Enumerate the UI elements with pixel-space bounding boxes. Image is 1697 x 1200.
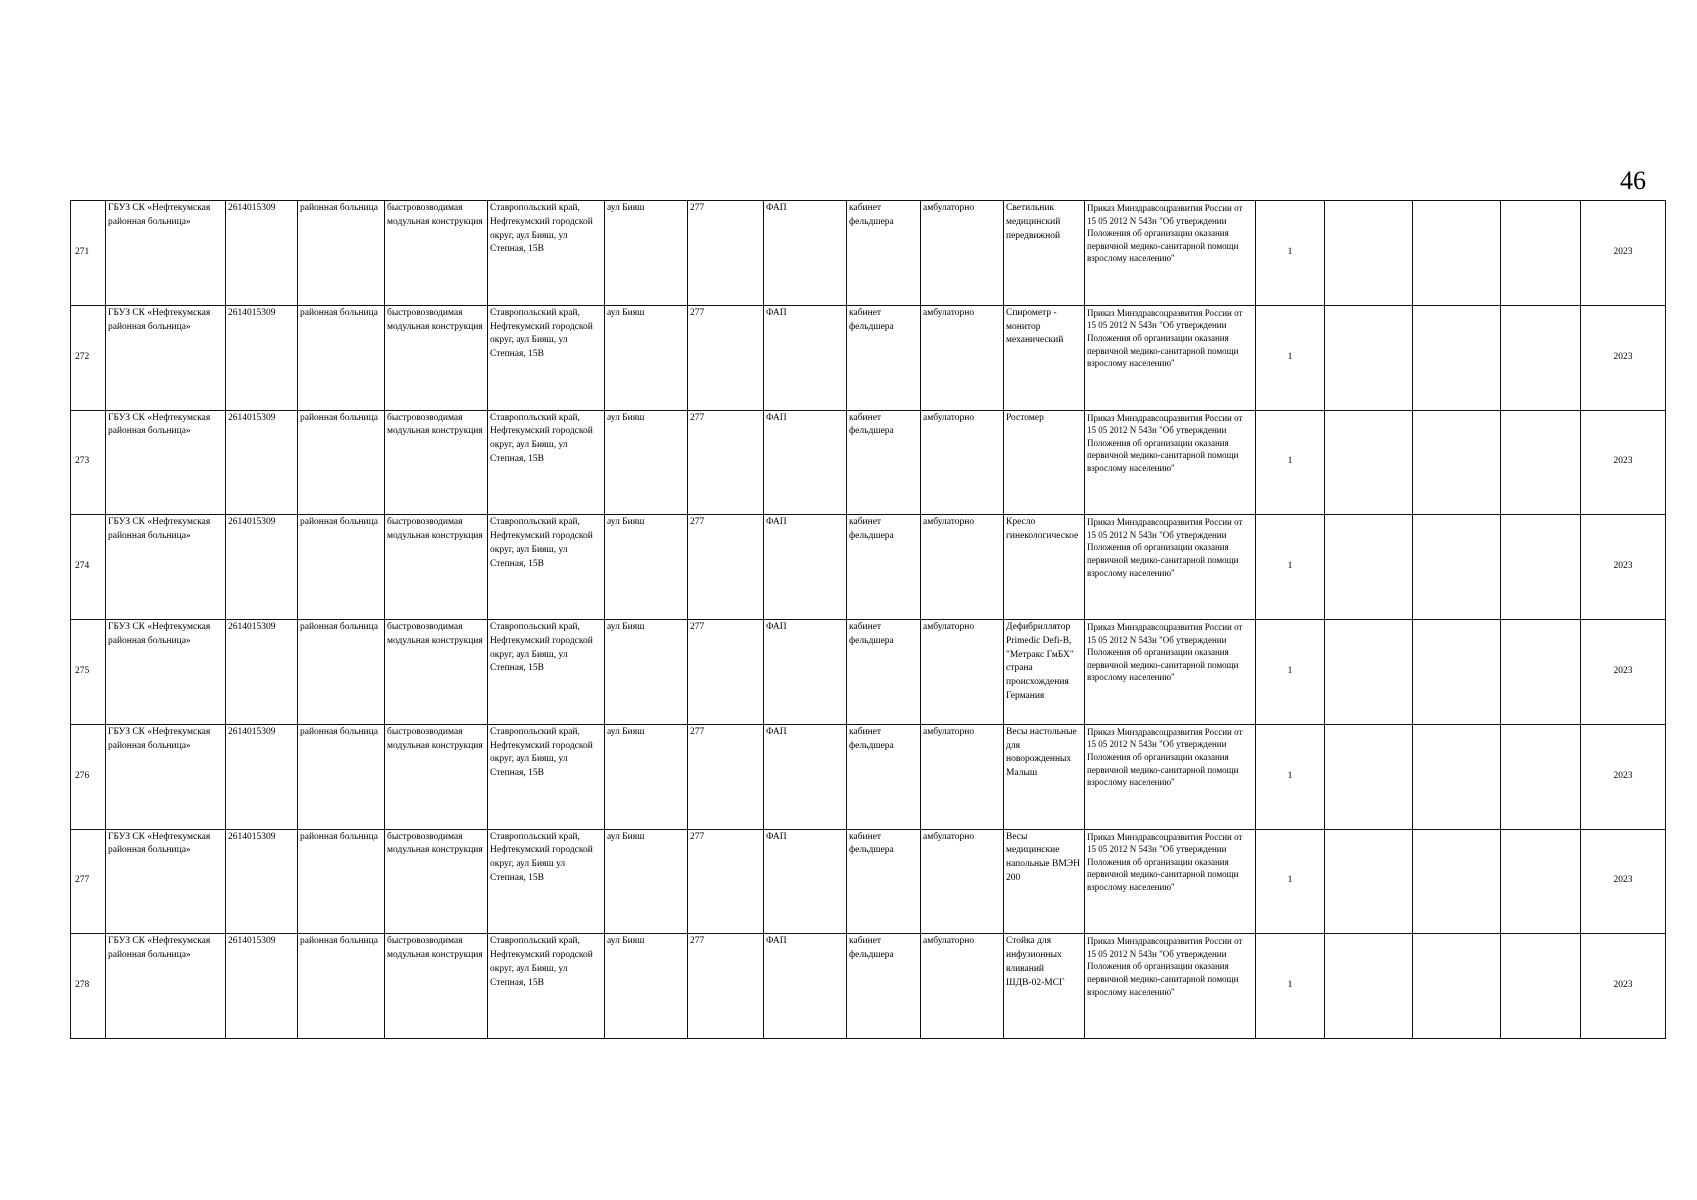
room-cell: кабинет фельдшера — [847, 305, 921, 410]
organization-cell: ГБУЗ СК «Нефтекумская районная больница» — [106, 515, 226, 620]
building-type-cell: быстровозводимая модульная конструкция — [385, 410, 488, 515]
organization-cell: ГБУЗ СК «Нефтекумская районная больница» — [106, 305, 226, 410]
table-row — [71, 305, 1666, 410]
building-type-cell: быстровозводимая модульная конструкция — [385, 724, 488, 829]
empty-cell-15 — [1413, 620, 1501, 725]
population-cell: 277 — [688, 724, 764, 829]
table-row — [71, 620, 1666, 725]
equipment-table — [70, 200, 1666, 1039]
year-cell: 2023 — [1581, 620, 1666, 725]
room-cell: кабинет фельдшера — [847, 934, 921, 1039]
building-type-cell: быстровозводимая модульная конструкция — [385, 201, 488, 306]
table-row — [71, 201, 1666, 306]
equipment-cell: Весы медицинские напольные ВМЭН 200 — [1004, 829, 1085, 934]
year-cell: 2023 — [1581, 829, 1666, 934]
empty-cell-15 — [1413, 201, 1501, 306]
inn-cell: 2614015309 — [226, 724, 298, 829]
organization-cell: ГБУЗ СК «Нефтекумская районная больница» — [106, 410, 226, 515]
empty-cell-14 — [1325, 201, 1413, 306]
settlement-cell: аул Бияш — [605, 620, 688, 725]
address-cell: Ставропольский край, Нефтекумский городской округ, аул Бияш, ул Степная, 15В — [488, 305, 605, 410]
unit-cell: ФАП — [764, 515, 847, 620]
empty-cell-14 — [1325, 934, 1413, 1039]
year-cell: 2023 — [1581, 515, 1666, 620]
quantity-cell: 1 — [1256, 829, 1325, 934]
org-type-cell: районная больница — [298, 515, 385, 620]
org-type-cell: районная больница — [298, 829, 385, 934]
address-cell: Ставропольский край, Нефтекумский городской округ, аул Бияш, ул Степная, 15В — [488, 410, 605, 515]
care-form-cell: амбулаторно — [921, 829, 1004, 934]
empty-cell-16 — [1501, 201, 1581, 306]
year-cell: 2023 — [1581, 305, 1666, 410]
legal-basis-cell: Приказ Минздравсоцразвития России от 15 05 2012 N 543н "Об утверждении Положения об организации оказания первичной медико-санитарной помощи взрослому населению" — [1085, 724, 1256, 829]
population-cell: 277 — [688, 305, 764, 410]
address-cell: Ставропольский край, Нефтекумский городской округ, аул Бияш, ул Степная, 15В — [488, 724, 605, 829]
empty-cell-15 — [1413, 724, 1501, 829]
page-number: 46 — [1620, 166, 1646, 195]
year-cell: 2023 — [1581, 201, 1666, 306]
year-cell: 2023 — [1581, 724, 1666, 829]
year-cell: 2023 — [1581, 934, 1666, 1039]
org-type-cell: районная больница — [298, 620, 385, 725]
room-cell: кабинет фельдшера — [847, 515, 921, 620]
equipment-cell: Ростомер — [1004, 410, 1085, 515]
equipment-cell: Стойка для инфузионных вливаний ШДВ-02-МСГ — [1004, 934, 1085, 1039]
unit-cell: ФАП — [764, 620, 847, 725]
org-type-cell: районная больница — [298, 934, 385, 1039]
building-type-cell: быстровозводимая модульная конструкция — [385, 515, 488, 620]
care-form-cell: амбулаторно — [921, 305, 1004, 410]
empty-cell-16 — [1501, 515, 1581, 620]
legal-basis-cell: Приказ Минздравсоцразвития России от 15 05 2012 N 543н "Об утверждении Положения об организации оказания первичной медико-санитарной помощи взрослому населению" — [1085, 934, 1256, 1039]
population-cell: 277 — [688, 620, 764, 725]
settlement-cell: аул Бияш — [605, 829, 688, 934]
empty-cell-15 — [1413, 829, 1501, 934]
legal-basis-cell: Приказ Минздравсоцразвития России от 15 05 2012 N 543н "Об утверждении Положения об организации оказания первичной медико-санитарной помощи взрослому населению" — [1085, 201, 1256, 306]
legal-basis-cell: Приказ Минздравсоцразвития России от 15 05 2012 N 543н "Об утверждении Положения об организации оказания первичной медико-санитарной помощи взрослому населению" — [1085, 515, 1256, 620]
inn-cell: 2614015309 — [226, 934, 298, 1039]
equipment-cell: Кресло гинекологическое — [1004, 515, 1085, 620]
table-row — [71, 410, 1666, 515]
empty-cell-14 — [1325, 305, 1413, 410]
unit-cell: ФАП — [764, 410, 847, 515]
address-cell: Ставропольский край, Нефтекумский городской округ, аул Бияш, ул Степная, 15В — [488, 934, 605, 1039]
care-form-cell: амбулаторно — [921, 934, 1004, 1039]
organization-cell: ГБУЗ СК «Нефтекумская районная больница» — [106, 934, 226, 1039]
building-type-cell: быстровозводимая модульная конструкция — [385, 934, 488, 1039]
address-cell: Ставропольский край, Нефтекумский городской округ, аул Бияш, ул Степная, 15В — [488, 201, 605, 306]
row-number: 275 — [71, 620, 106, 725]
empty-cell-14 — [1325, 620, 1413, 725]
year-cell: 2023 — [1581, 410, 1666, 515]
empty-cell-15 — [1413, 515, 1501, 620]
table-row — [71, 829, 1666, 934]
quantity-cell: 1 — [1256, 620, 1325, 725]
unit-cell: ФАП — [764, 934, 847, 1039]
care-form-cell: амбулаторно — [921, 410, 1004, 515]
empty-cell-14 — [1325, 829, 1413, 934]
settlement-cell: аул Бияш — [605, 410, 688, 515]
address-cell: Ставропольский край, Нефтекумский городской округ, аул Бияш, ул Степная, 15В — [488, 515, 605, 620]
table-row — [71, 724, 1666, 829]
organization-cell: ГБУЗ СК «Нефтекумская районная больница» — [106, 829, 226, 934]
row-number: 278 — [71, 934, 106, 1039]
care-form-cell: амбулаторно — [921, 724, 1004, 829]
quantity-cell: 1 — [1256, 305, 1325, 410]
org-type-cell: районная больница — [298, 305, 385, 410]
address-cell: Ставропольский край, Нефтекумский городской округ, аул Бияш ул Степная, 15В — [488, 829, 605, 934]
empty-cell-15 — [1413, 410, 1501, 515]
inn-cell: 2614015309 — [226, 305, 298, 410]
org-type-cell: районная больница — [298, 201, 385, 306]
row-number: 276 — [71, 724, 106, 829]
care-form-cell: амбулаторно — [921, 620, 1004, 725]
population-cell: 277 — [688, 515, 764, 620]
address-cell: Ставропольский край, Нефтекумский городской округ, аул Бияш, ул Степная, 15В — [488, 620, 605, 725]
population-cell: 277 — [688, 934, 764, 1039]
legal-basis-cell: Приказ Минздравсоцразвития России от 15 05 2012 N 543н "Об утверждении Положения об организации оказания первичной медико-санитарной помощи взрослому населению" — [1085, 829, 1256, 934]
room-cell: кабинет фельдшера — [847, 620, 921, 725]
row-number: 273 — [71, 410, 106, 515]
room-cell: кабинет фельдшера — [847, 201, 921, 306]
empty-cell-14 — [1325, 724, 1413, 829]
table-body — [71, 201, 1666, 1039]
settlement-cell: аул Бияш — [605, 724, 688, 829]
legal-basis-cell: Приказ Минздравсоцразвития России от 15 05 2012 N 543н "Об утверждении Положения об организации оказания первичной медико-санитарной помощи взрослому населению" — [1085, 305, 1256, 410]
org-type-cell: районная больница — [298, 724, 385, 829]
equipment-cell: Светильник медицинский передвижной — [1004, 201, 1085, 306]
quantity-cell: 1 — [1256, 201, 1325, 306]
empty-cell-16 — [1501, 305, 1581, 410]
room-cell: кабинет фельдшера — [847, 410, 921, 515]
empty-cell-16 — [1501, 724, 1581, 829]
room-cell: кабинет фельдшера — [847, 829, 921, 934]
empty-cell-14 — [1325, 515, 1413, 620]
row-number: 272 — [71, 305, 106, 410]
room-cell: кабинет фельдшера — [847, 724, 921, 829]
inn-cell: 2614015309 — [226, 515, 298, 620]
org-type-cell: районная больница — [298, 410, 385, 515]
organization-cell: ГБУЗ СК «Нефтекумская районная больница» — [106, 201, 226, 306]
care-form-cell: амбулаторно — [921, 515, 1004, 620]
inn-cell: 2614015309 — [226, 829, 298, 934]
inn-cell: 2614015309 — [226, 410, 298, 515]
care-form-cell: амбулаторно — [921, 201, 1004, 306]
row-number: 274 — [71, 515, 106, 620]
empty-cell-14 — [1325, 410, 1413, 515]
equipment-cell: Весы настольные для новорожденных Малыш — [1004, 724, 1085, 829]
population-cell: 277 — [688, 201, 764, 306]
legal-basis-cell: Приказ Минздравсоцразвития России от 15 05 2012 N 543н "Об утверждении Положения об организации оказания первичной медико-санитарной помощи взрослому населению" — [1085, 410, 1256, 515]
organization-cell: ГБУЗ СК «Нефтекумская районная больница» — [106, 620, 226, 725]
settlement-cell: аул Бияш — [605, 305, 688, 410]
quantity-cell: 1 — [1256, 515, 1325, 620]
empty-cell-16 — [1501, 410, 1581, 515]
row-number: 277 — [71, 829, 106, 934]
population-cell: 277 — [688, 410, 764, 515]
table-row — [71, 934, 1666, 1039]
building-type-cell: быстровозводимая модульная конструкция — [385, 620, 488, 725]
legal-basis-cell: Приказ Минздравсоцразвития России от 15 05 2012 N 543н "Об утверждении Положения об организации оказания первичной медико-санитарной помощи взрослому населению" — [1085, 620, 1256, 725]
population-cell: 277 — [688, 829, 764, 934]
building-type-cell: быстровозводимая модульная конструкция — [385, 829, 488, 934]
empty-cell-15 — [1413, 305, 1501, 410]
quantity-cell: 1 — [1256, 410, 1325, 515]
row-number: 271 — [71, 201, 106, 306]
empty-cell-16 — [1501, 934, 1581, 1039]
organization-cell: ГБУЗ СК «Нефтекумская районная больница» — [106, 724, 226, 829]
settlement-cell: аул Бияш — [605, 934, 688, 1039]
equipment-cell: Спирометр - монитор механический — [1004, 305, 1085, 410]
inn-cell: 2614015309 — [226, 201, 298, 306]
unit-cell: ФАП — [764, 724, 847, 829]
building-type-cell: быстровозводимая модульная конструкция — [385, 305, 488, 410]
empty-cell-15 — [1413, 934, 1501, 1039]
unit-cell: ФАП — [764, 829, 847, 934]
settlement-cell: аул Бияш — [605, 201, 688, 306]
unit-cell: ФАП — [764, 201, 847, 306]
equipment-cell: Дефибриллятор Primedic Defi-B, "Метракс ГмБХ" страна происхождения Германия — [1004, 620, 1085, 725]
empty-cell-16 — [1501, 620, 1581, 725]
quantity-cell: 1 — [1256, 934, 1325, 1039]
inn-cell: 2614015309 — [226, 620, 298, 725]
table-row — [71, 515, 1666, 620]
settlement-cell: аул Бияш — [605, 515, 688, 620]
empty-cell-16 — [1501, 829, 1581, 934]
unit-cell: ФАП — [764, 305, 847, 410]
quantity-cell: 1 — [1256, 724, 1325, 829]
